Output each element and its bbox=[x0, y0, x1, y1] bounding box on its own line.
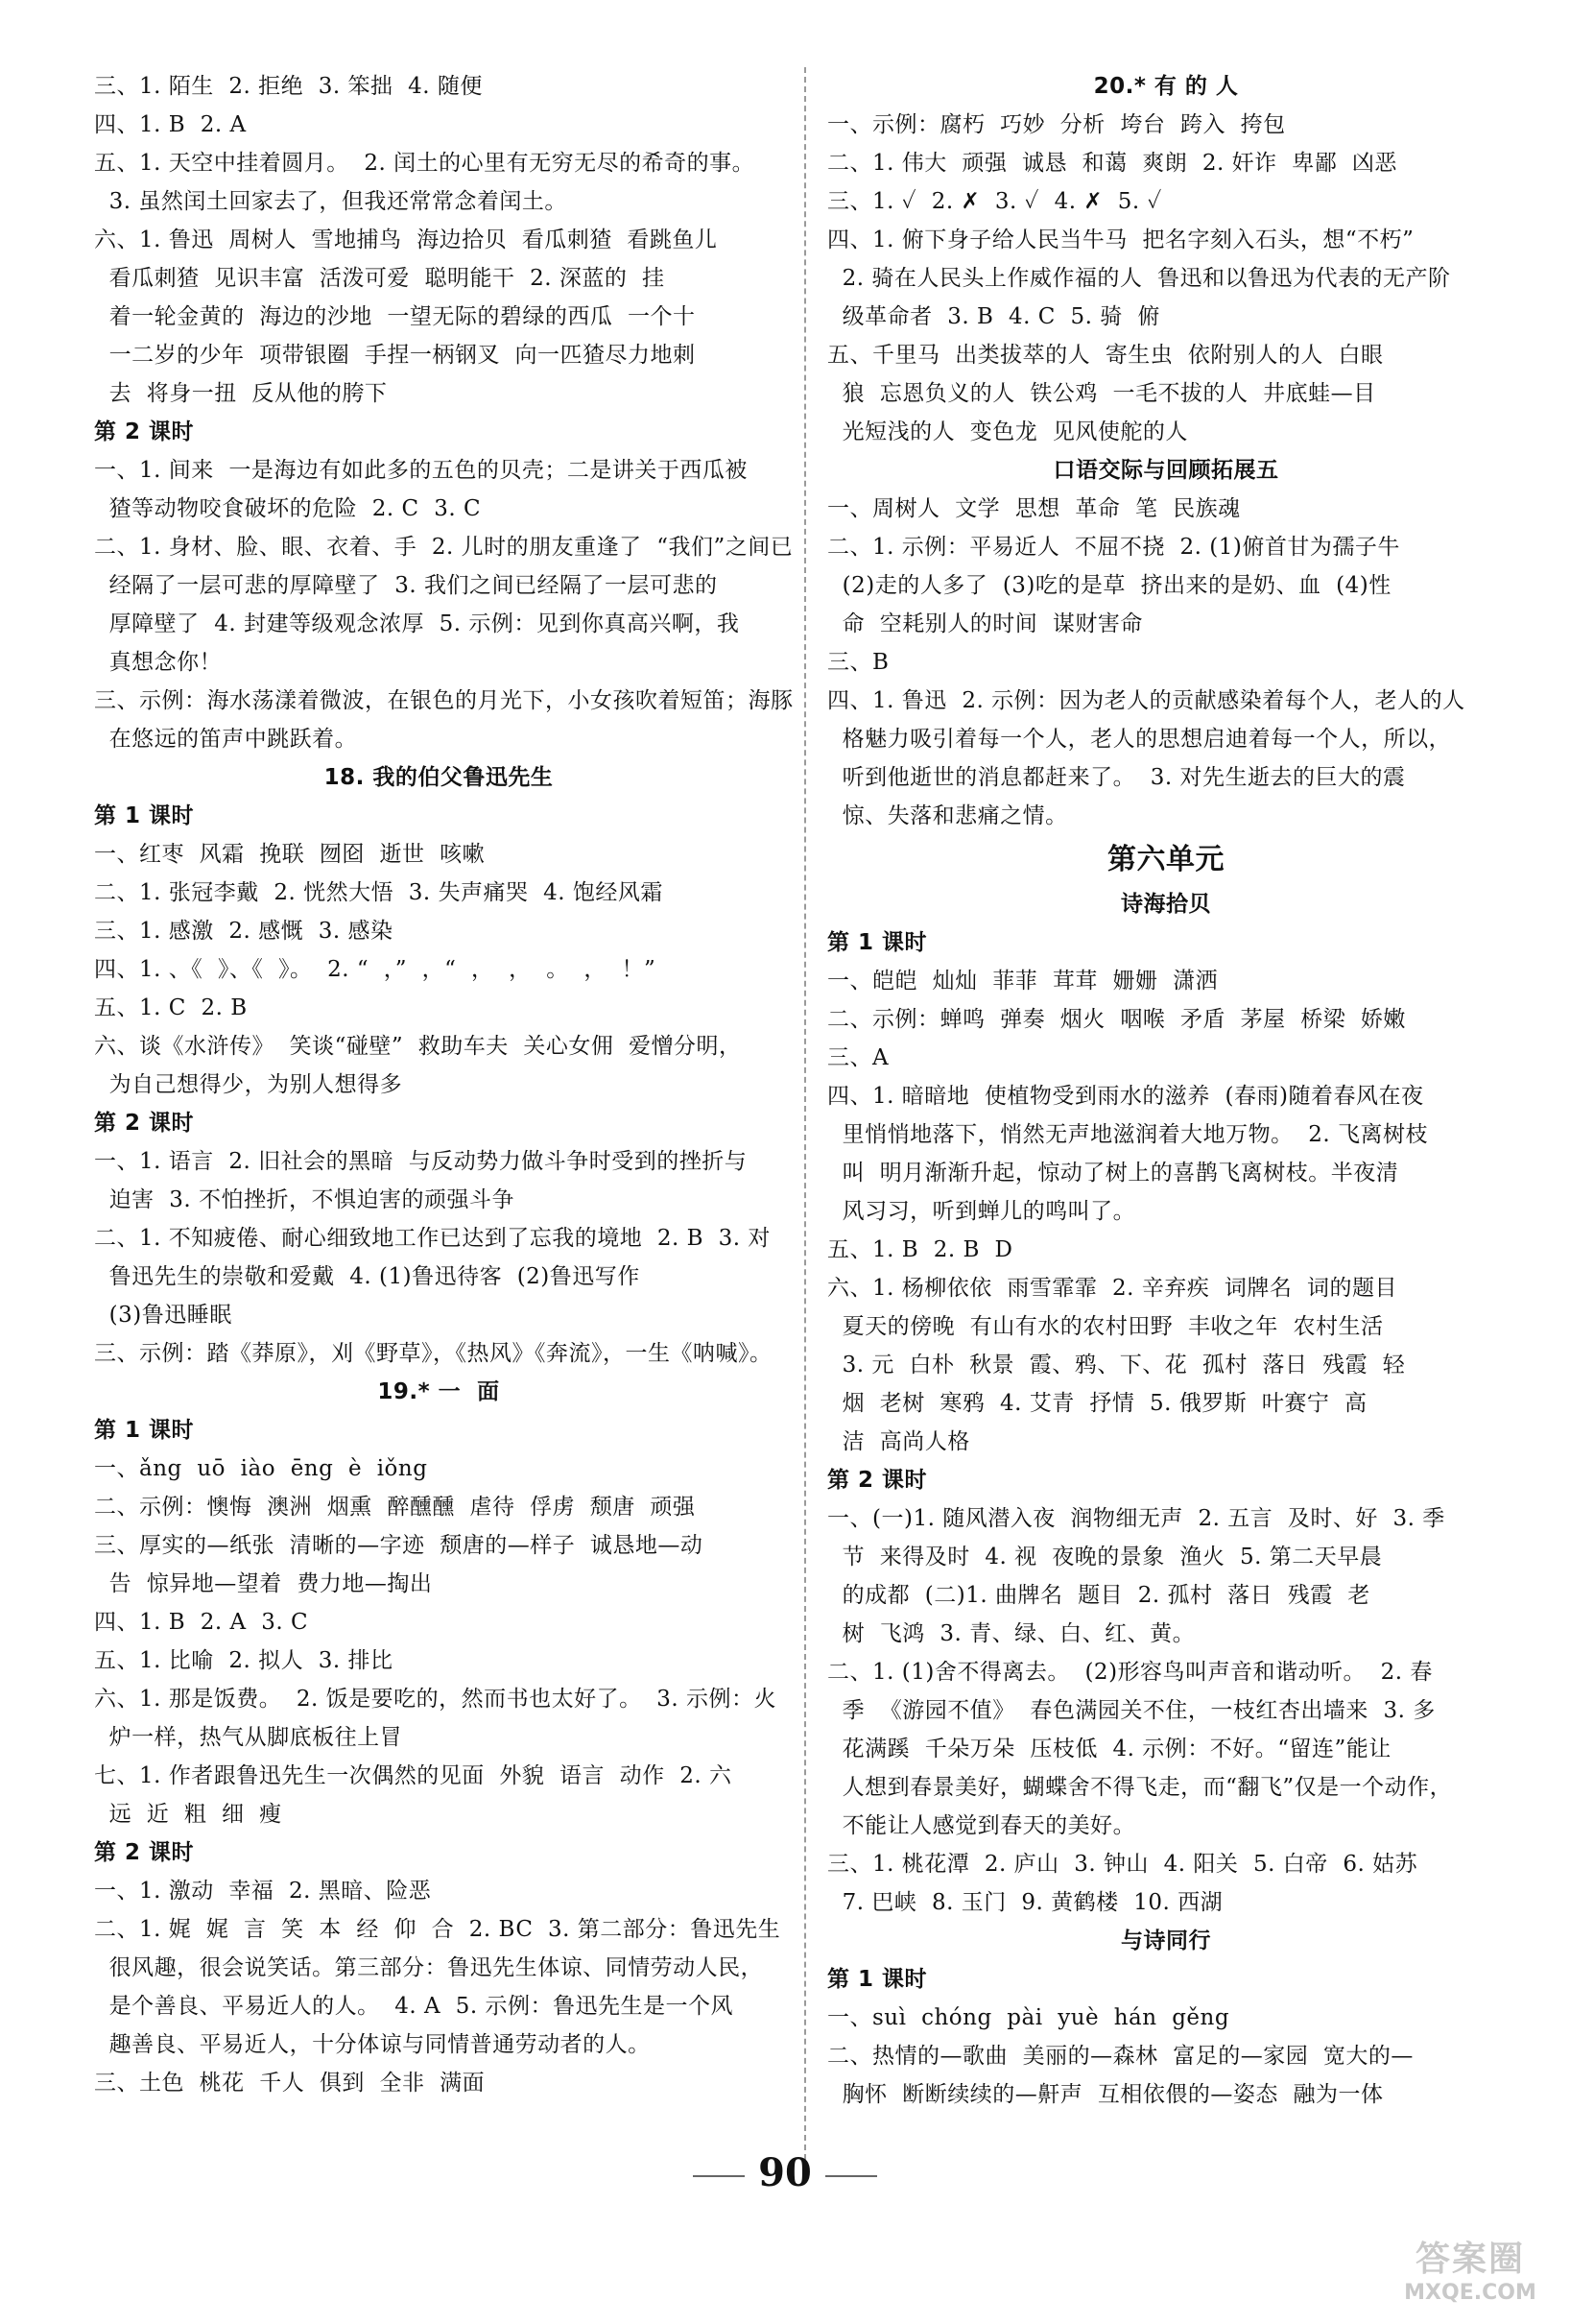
answer-line: 五、1. C 2. B bbox=[94, 995, 248, 1020]
answer-line: 在悠远的笛声中跳跃着。 bbox=[94, 727, 358, 752]
answer-line: 远 近 粗 细 瘦 bbox=[94, 1802, 282, 1827]
page-number-text: 90 bbox=[758, 2150, 812, 2195]
answer-line: 三、1. 桃花潭 2. 庐山 3. 钟山 4. 阳关 5. 白帝 6. 姑苏 bbox=[827, 1852, 1418, 1877]
answer-line: 去 将身一扭 反从他的胯下 bbox=[94, 381, 388, 406]
answer-line: 厚障壁了 4. 封建等级观念浓厚 5. 示例：见到你真高兴啊，我 bbox=[94, 611, 740, 636]
answer-line: 风习习，听到蝉儿的鸣叫了。 bbox=[827, 1199, 1136, 1224]
left-column bbox=[94, 67, 794, 2102]
section-title: 诗海拾贝 bbox=[1121, 892, 1211, 917]
answer-line: 狼 忘恩负义的人 铁公鸡 一毛不拔的人 井底蛙—目 bbox=[827, 381, 1376, 406]
answer-line: 二、1. 娓 娓 言 笑 本 经 仰 合 2. BC 3. 第二部分：鲁迅先生 bbox=[94, 1917, 781, 1942]
answer-line: 一、红枣 风霜 挽联 囫囵 逝世 咳嗽 bbox=[94, 842, 486, 867]
answer-line: 六、谈《水浒传》 笑谈“碰壁” 救助车夫 关心女佣 爱憎分明， bbox=[94, 1034, 742, 1059]
lesson-heading: 第 1 课时 bbox=[827, 1967, 928, 1992]
answer-line: 四、1. 鲁迅 2. 示例：因为老人的贡献感染着每个人，老人的人 bbox=[827, 688, 1465, 713]
answer-line: 一、ǎng uō iào ēng è iǒng bbox=[94, 1456, 428, 1481]
answer-line: 五、1. 比喻 2. 拟人 3. 排比 bbox=[94, 1648, 393, 1673]
unit-title: 第六单元 bbox=[1107, 843, 1225, 876]
answer-line: 节 来得及时 4. 视 夜晚的景象 渔火 5. 第二天早晨 bbox=[827, 1545, 1383, 1569]
section-title: 19.* 一 面 bbox=[377, 1379, 500, 1404]
lesson-heading: 第 2 课时 bbox=[94, 1111, 195, 1136]
answer-line: 二、1. (1)舍不得离去。 (2)形容鸟叫声音和谐动听。 2. 春 bbox=[827, 1660, 1433, 1685]
answer-line: 夏天的傍晚 有山有水的农村田野 丰收之年 农村生活 bbox=[827, 1314, 1384, 1339]
answer-line: 树 飞鸿 3. 青、绿、白、红、黄。 bbox=[827, 1621, 1196, 1646]
answer-line: 级革命者 3. B 4. C 5. 骑 俯 bbox=[827, 304, 1160, 329]
answer-line: 3. 元 白朴 秋景 霞、鸦、下、花 孤村 落日 残霞 轻 bbox=[827, 1353, 1406, 1378]
answer-line: 三、1. 感激 2. 感慨 3. 感染 bbox=[94, 919, 393, 944]
answer-line: 六、1. 鲁迅 周树人 雪地捕鸟 海边拾贝 看瓜刺猹 看跳鱼儿 bbox=[94, 228, 718, 252]
answer-line: 很风趣，很会说笑话。第三部分：鲁迅先生体谅、同情劳动人民， bbox=[94, 1955, 764, 1980]
answer-line: 三、B bbox=[827, 650, 890, 675]
section-title: 与诗同行 bbox=[1121, 1929, 1211, 1953]
answer-line: 是个善良、平易近人的人。 4. A 5. 示例：鲁迅先生是一个风 bbox=[94, 1994, 733, 2019]
answer-line: 2. 骑在人民头上作威作福的人 鲁迅和以鲁迅为代表的无产阶 bbox=[827, 266, 1451, 291]
section-title: 18. 我的伯父鲁迅先生 bbox=[323, 765, 554, 790]
answer-line: 四、1. 、《 》、《 》。 2. “ ，” ，“ ， ， 。 ， ！” bbox=[94, 957, 656, 982]
answer-line: 三、示例：踏《莽原》，刈《野草》，《热风》《奔流》，一生《呐喊》。 bbox=[94, 1341, 773, 1366]
answer-line: 的成都 (二)1. 曲牌名 题目 2. 孤村 落日 残霞 老 bbox=[827, 1583, 1370, 1608]
answer-line: 六、1. 杨柳依依 雨雪霏霏 2. 辛弃疾 词牌名 词的题目 bbox=[827, 1276, 1397, 1301]
answer-line: 惊、失落和悲痛之情。 bbox=[827, 803, 1068, 828]
answer-line: 四、1. B 2. A bbox=[94, 112, 247, 137]
answer-line: 三、厚实的—纸张 清晰的—字迹 颓唐的—样子 诚恳地—动 bbox=[94, 1533, 703, 1558]
page-number-dash-right bbox=[825, 2175, 877, 2177]
lesson-heading: 第 1 课时 bbox=[94, 1418, 195, 1443]
answer-line: 五、千里马 出类拔萃的人 寄生虫 依附别人的人 白眼 bbox=[827, 343, 1384, 368]
answer-line: 三、示例：海水荡漾着微波，在银色的月光下，小女孩吹着短笛；海豚 bbox=[94, 688, 794, 713]
answer-line: 命 空耗别人的时间 谋财害命 bbox=[827, 611, 1143, 636]
answer-line: 听到他逝世的消息都赶来了。 3. 对先生逝去的巨大的震 bbox=[827, 765, 1406, 790]
answer-line: 二、1. 身材、脸、眼、衣着、手 2. 儿时的朋友重逢了 “我们”之间已 bbox=[94, 535, 794, 560]
answer-line: 光短浅的人 变色龙 见风使舵的人 bbox=[827, 419, 1188, 444]
answer-line: 告 惊异地—望着 费力地—掏出 bbox=[94, 1571, 433, 1596]
answer-line: 7. 巴峡 8. 玉门 9. 黄鹤楼 10. 西湖 bbox=[827, 1890, 1224, 1915]
answer-line: 季 《游园不值》 春色满园关不住，一枝红杏出墙来 3. 多 bbox=[827, 1698, 1436, 1723]
answer-line: 猹等动物咬食破坏的危险 2. C 3. C bbox=[94, 496, 482, 521]
answer-line: 一、1. 间来 一是海边有如此多的五色的贝壳；二是讲关于西瓜被 bbox=[94, 458, 748, 483]
answer-line: 真想念你！ bbox=[94, 650, 223, 675]
answer-line: 趣善良、平易近人，十分体谅与同情普通劳动者的人。 bbox=[94, 2032, 651, 2057]
answer-line: 六、1. 那是饭费。 2. 饭是要吃的，然而书也太好了。 3. 示例：火 bbox=[94, 1687, 777, 1712]
answer-line: 里悄悄地落下，悄然无声地滋润着大地万物。 2. 飞离树枝 bbox=[827, 1122, 1428, 1147]
answer-line: 一、皑皑 灿灿 菲菲 茸茸 姗姗 潇洒 bbox=[827, 969, 1219, 994]
answer-line: 人想到春景美好，蝴蝶舍不得飞走，而“翻飞”仅是一个动作， bbox=[827, 1775, 1453, 1800]
answer-line: 一、示例：腐朽 巧妙 分析 垮台 跨入 挎包 bbox=[827, 112, 1286, 137]
answer-line: 二、1. 伟大 顽强 诚恳 和蔼 爽朗 2. 奸诈 卑鄙 凶恶 bbox=[827, 151, 1397, 176]
answer-line: 二、示例：蝉鸣 弹奏 烟火 咽喉 矛盾 茅屋 桥梁 娇嫩 bbox=[827, 1007, 1406, 1032]
answer-line: 二、热情的—歌曲 美丽的—森林 富足的—家园 宽大的— bbox=[827, 2044, 1414, 2069]
answer-line: 迫害 3. 不怕挫折，不惧迫害的顽强斗争 bbox=[94, 1187, 514, 1212]
watermark-sub: MXQE.COM bbox=[1404, 2281, 1536, 2305]
answer-line: 洁 高尚人格 bbox=[827, 1429, 970, 1454]
right-column bbox=[827, 67, 1505, 2114]
answer-line: 花满蹊 千朵万朵 压枝低 4. 示例：不好。“留连”能让 bbox=[827, 1737, 1392, 1761]
lesson-heading: 第 1 课时 bbox=[94, 803, 195, 828]
answer-line: 经隔了一层可悲的厚障壁了 3. 我们之间已经隔了一层可悲的 bbox=[94, 573, 718, 598]
answer-line: 二、1. 示例：平易近人 不屈不挠 2. (1)俯首甘为孺子牛 bbox=[827, 535, 1400, 560]
answer-line: 一、1. 激动 幸福 2. 黑暗、险恶 bbox=[94, 1879, 432, 1904]
watermark-main: 答案圈 bbox=[1415, 2240, 1525, 2279]
answer-line: 炉一样，热气从脚底板往上冒 bbox=[94, 1725, 403, 1750]
answer-line: 格魅力吸引着每一个人，老人的思想启迪着每一个人，所以， bbox=[827, 727, 1452, 752]
answer-line: 一、suì chóng pài yuè hán gěng bbox=[827, 2005, 1230, 2030]
answer-line: 四、1. B 2. A 3. C bbox=[94, 1610, 309, 1635]
answer-line: 不能让人感觉到春天的美好。 bbox=[827, 1813, 1136, 1838]
page-number bbox=[0, 2150, 1570, 2195]
page-number-dash-left bbox=[693, 2175, 745, 2177]
answer-line: 一、1. 语言 2. 旧社会的黑暗 与反动势力做斗争时受到的挫折与 bbox=[94, 1149, 748, 1174]
watermark-logo bbox=[1393, 2222, 1547, 2314]
answer-line: 3. 虽然闰土回家去了，但我还常常念着闰土。 bbox=[94, 189, 567, 214]
answer-line: 鲁迅先生的崇敬和爱戴 4. (1)鲁迅待客 (2)鲁迅写作 bbox=[94, 1264, 640, 1289]
answer-line: 四、1. 暗暗地 使植物受到雨水的滋养 (春雨)随着春风在夜 bbox=[827, 1084, 1424, 1109]
answer-line: 胸怀 断断续续的—鼾声 互相依偎的—姿态 融为一体 bbox=[827, 2082, 1384, 2107]
answer-line: 着一轮金黄的 海边的沙地 一望无际的碧绿的西瓜 一个十 bbox=[94, 304, 696, 329]
answer-line: 烟 老树 寒鸦 4. 艾青 抒情 5. 俄罗斯 叶赛宁 高 bbox=[827, 1391, 1368, 1416]
answer-line: 一、周树人 文学 思想 革命 笔 民族魂 bbox=[827, 496, 1241, 521]
answer-line: 一、(一)1. 随风潜入夜 润物细无声 2. 五言 及时、好 3. 季 bbox=[827, 1506, 1445, 1531]
lesson-heading: 第 2 课时 bbox=[94, 419, 195, 444]
section-title: 口语交际与回顾拓展五 bbox=[1053, 458, 1279, 483]
answer-line: 四、1. 俯下身子给人民当牛马 把名字刻入石头，想“不朽” bbox=[827, 228, 1415, 252]
answer-line: (2)走的人多了 (3)吃的是草 挤出来的是奶、血 (4)性 bbox=[827, 573, 1392, 598]
answer-line: 三、1. ✓ 2. ✗ 3. ✓ 4. ✗ 5. ✓ bbox=[827, 189, 1162, 214]
answer-line: 叫 明月渐渐升起，惊动了树上的喜鹊飞离树枝。半夜清 bbox=[827, 1161, 1399, 1186]
lesson-heading: 第 1 课时 bbox=[827, 930, 928, 955]
answer-line: 一二岁的少年 项带银圈 手捏一柄钢叉 向一匹猹尽力地刺 bbox=[94, 343, 696, 368]
answer-line: (3)鲁迅睡眠 bbox=[94, 1303, 232, 1328]
section-title: 20.* 有 的 人 bbox=[1093, 74, 1239, 99]
answer-line: 为自己想得少，为别人想得多 bbox=[94, 1072, 403, 1097]
answer-line: 五、1. 天空中挂着圆月。 2. 闰土的心里有无穷无尽的希奇的事。 bbox=[94, 151, 755, 176]
answer-line: 三、A bbox=[827, 1045, 890, 1070]
answer-line: 二、示例：懊悔 澳洲 烟熏 醉醺醺 虐待 俘虏 颓唐 顽强 bbox=[94, 1495, 696, 1520]
answer-line: 五、1. B 2. B D bbox=[827, 1237, 1013, 1262]
answer-line: 二、1. 不知疲倦、耐心细致地工作已达到了忘我的境地 2. B 3. 对 bbox=[94, 1226, 771, 1251]
answer-line: 三、1. 陌生 2. 拒绝 3. 笨拙 4. 随便 bbox=[94, 74, 483, 99]
lesson-heading: 第 2 课时 bbox=[827, 1468, 928, 1493]
lesson-heading: 第 2 课时 bbox=[94, 1840, 195, 1865]
answer-line: 三、土色 桃花 千人 俱到 全非 满面 bbox=[94, 2071, 486, 2096]
column-divider bbox=[804, 67, 806, 2160]
answer-line: 七、1. 作者跟鲁迅先生一次偶然的见面 外貌 语言 动作 2. 六 bbox=[94, 1763, 732, 1788]
answer-line: 看瓜刺猹 见识丰富 活泼可爱 聪明能干 2. 深蓝的 挂 bbox=[94, 266, 665, 291]
answer-line: 二、1. 张冠李戴 2. 恍然大悟 3. 失声痛哭 4. 饱经风霜 bbox=[94, 880, 663, 905]
